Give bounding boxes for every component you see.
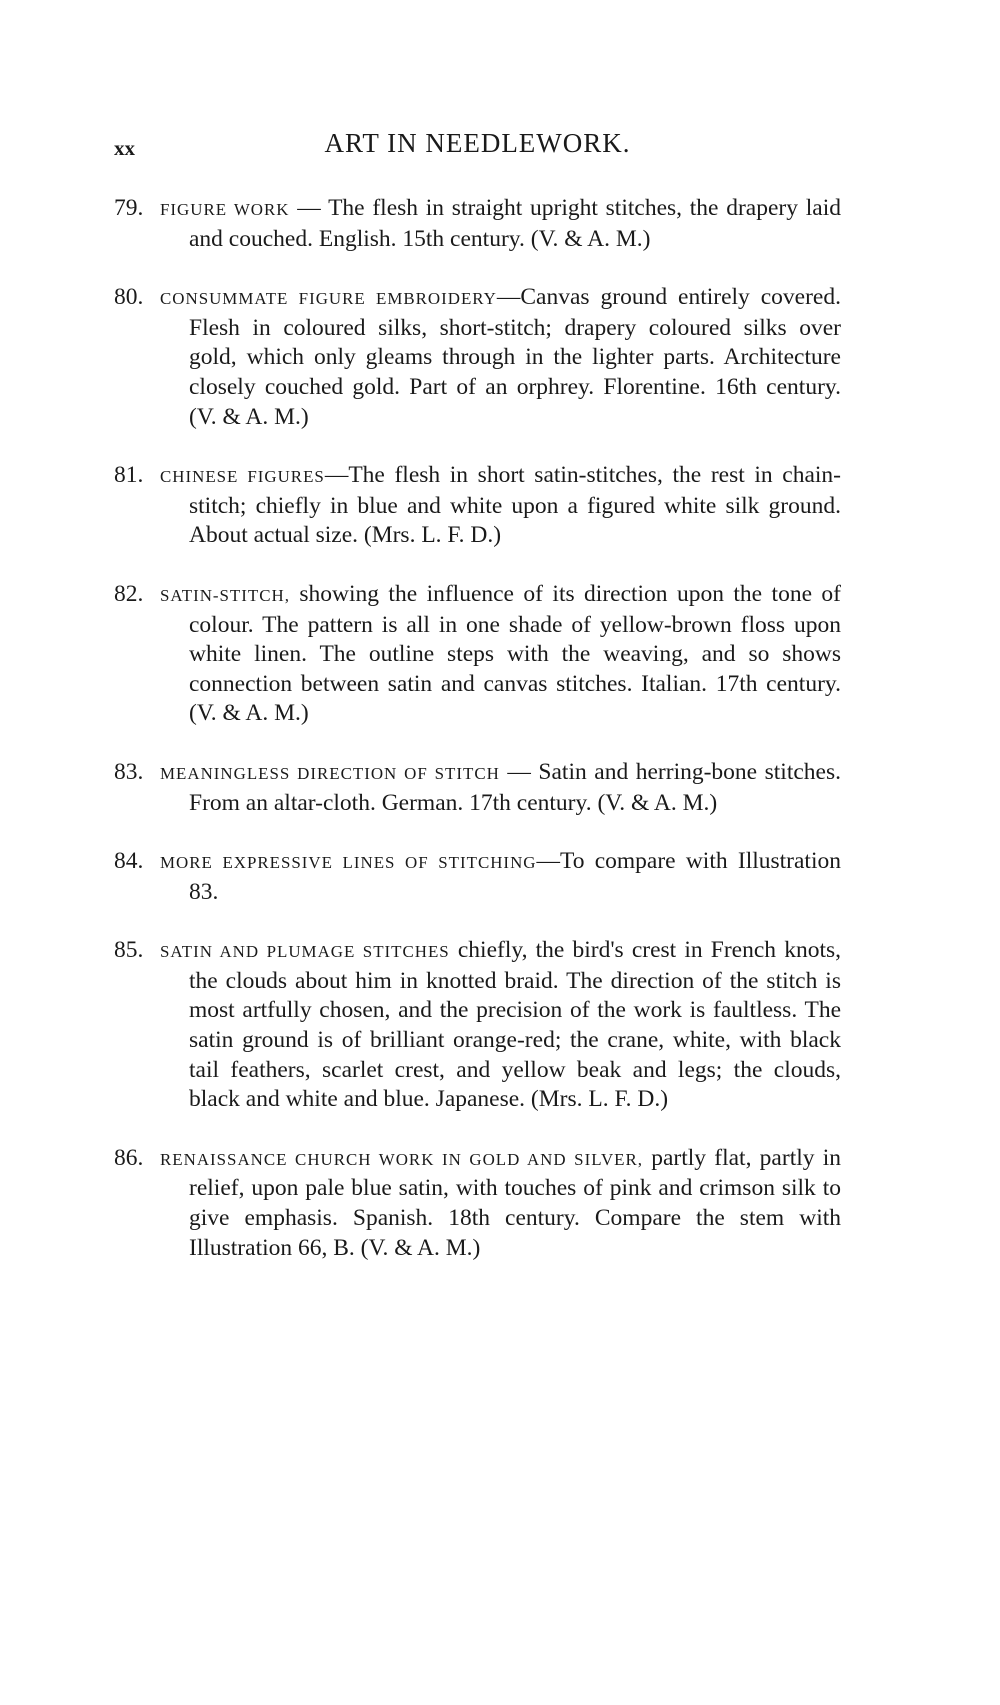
entry-text: — Satin and herring-bone stitches. From an altar-cloth. German. 17th century. (V. & A. M.) [189,758,841,816]
entry-number: 81. [114,462,144,489]
entry-text: —Canvas ground entirely covered. Flesh in coloured silks, short-stitch; drapery coloured silks over gold, which only gleams through in the lighter parts. Architecture closely couched gold. Part of an orphrey. Florentine. 16th century. (V. & A. M.) [189,284,841,430]
entry-heading: RENAISSANCE CHURCH WORK IN GOLD AND SILVER, [160,1149,644,1169]
entry-heading: SATIN AND PLUMAGE STITCHES [160,942,450,962]
entry-number: 82. [114,580,144,607]
running-head: ART IN NEEDLEWORK. [324,128,631,158]
entry-number: 80. [114,284,144,311]
entry-heading: MORE EXPRESSIVE LINES OF STITCHING [160,853,537,873]
entry-text: — The flesh in straight upright stitches, the drapery laid and couched. English. 15th century. (V. & A. M.) [189,195,841,252]
illustration-list [114,194,841,1292]
page-header [114,128,841,168]
entry-text: showing the influence of its direction upon the tone of colour. The pattern is all in one shade of yellow-brown floss upon white linen. The outline steps with the weaving, and so shows connection between satin and canvas stitches. Italian. 17th century. (V. & A. M.) [189,580,841,727]
entry-text: partly flat, partly in relief, upon pale blue satin, with touches of pink and crimson silk to give emphasis. Spanish. 18th century. Compare the stem with Illustration 66, B. (V. & A. M.) [189,1144,841,1261]
entry-heading: FIGURE WORK [160,200,290,219]
list-item [114,580,841,729]
entry-number: 84. [114,848,144,875]
page-number: xx [114,136,135,160]
entry-text: —The flesh in short satin-stitches, the rest in chain-stitch; chiefly in blue and white upon a figured white silk ground. About actual size. (Mrs. L. F. D.) [189,462,841,549]
list-item [114,847,841,907]
list-item [114,461,841,551]
list-item [114,758,841,818]
list-item [114,283,841,432]
entry-number: 83. [114,758,144,785]
entry-heading: SATIN-STITCH, [160,585,290,605]
entry-heading: MEANINGLESS DIRECTION OF STITCH [160,763,500,783]
entry-text: —To compare with Illustration 83. [189,848,841,905]
entry-heading: CHINESE FIGURES [160,467,325,487]
list-item [114,1144,841,1263]
entry-text: chiefly, the bird's crest in French knots, the clouds about him in knotted braid. The direction of the stitch is most artfully chosen, and the precision of the work is faultless. The satin ground is of brilliant orange-red; the crane, white, with black tail feathers, scarlet crest, and yellow beak and legs; the clouds, black and white and blue. Japanese. (Mrs. L. F. D.) [189,937,841,1113]
entry-number: 85. [114,937,144,964]
entry-number: 79. [114,195,144,221]
list-item [114,194,841,254]
list-item [114,936,841,1115]
entry-number: 86. [114,1144,144,1171]
entry-heading: CONSUMMATE FIGURE EMBROIDERY [160,289,497,309]
